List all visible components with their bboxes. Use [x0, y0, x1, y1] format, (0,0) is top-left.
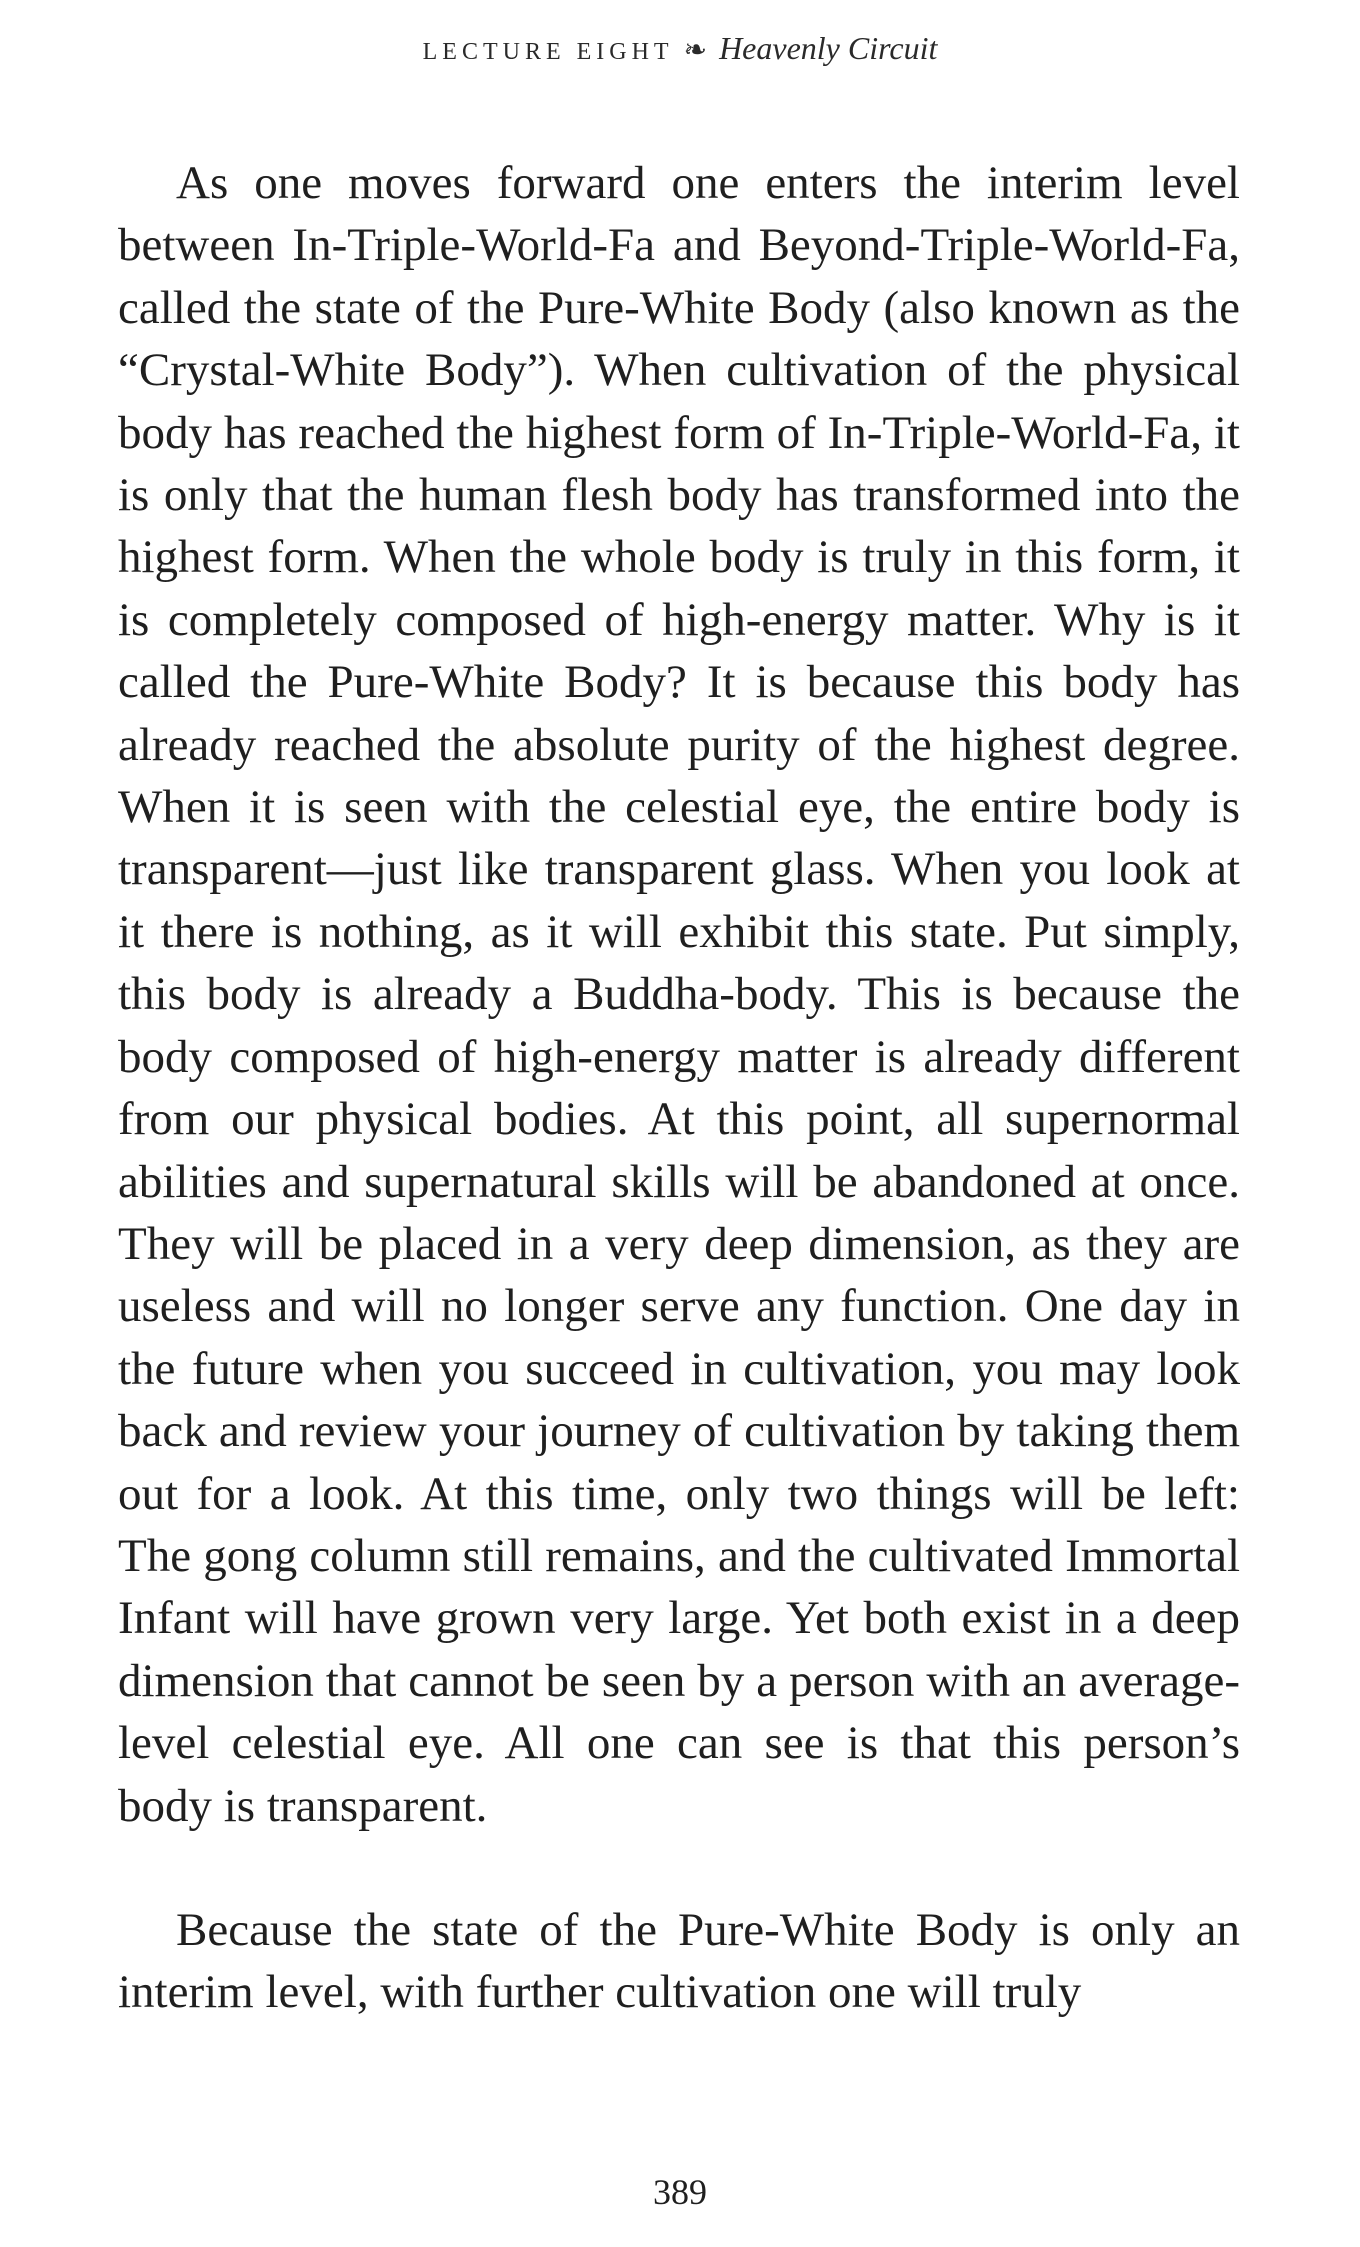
section-title: Heavenly Circuit: [719, 30, 938, 66]
page-number: 389: [653, 2172, 707, 2212]
fleuron-icon: ❧: [683, 35, 708, 66]
paragraph-1: As one moves forward one enters the interim level between In-Triple-World-Fa and Beyond-Triple-World-Fa, called the state of the Pure-White Body (also known as the “Crystal-White Body”). When cultivation of the physical body has reached the highest form of In-Triple-World-Fa, it is only that the human flesh body has transformed into the highest form. When the whole body is truly in this form, it is completely composed of high-energy matter. Why is it called the Pure-White Body? It is because this body has already reached the absolute purity of the highest degree. When it is seen with the celestial eye, the entire body is transparent—just like transparent glass. When you look at it there is nothing, as it will exhibit this state. Put simply, this body is already a Buddha-body. This is because the body composed of high-energy matter is already different from our physical bodies. At this point, all supernormal abilities and supernatural skills will be abandoned at once. They will be placed in a very deep dimension, as they are useless and will no longer serve any function. One day in the future when you succeed in cultivation, you may look back and review your journey of cultivation by taking them out for a look. At this time, only two things will be left: The gong column still remains, and the cultivated Immortal Infant will have grown very large. Yet both exist in a deep dimension that cannot be seen by a person with an average-level celestial eye. All one can see is that this person’s body is transparent.: [118, 157, 1240, 1832]
paragraph-2: Because the state of the Pure-White Body is only an interim level, with further cultivation one will truly: [118, 1903, 1240, 2019]
body-text: [118, 152, 1240, 2024]
chapter-title: LECTURE EIGHT: [422, 39, 674, 65]
running-head: [0, 28, 1360, 72]
